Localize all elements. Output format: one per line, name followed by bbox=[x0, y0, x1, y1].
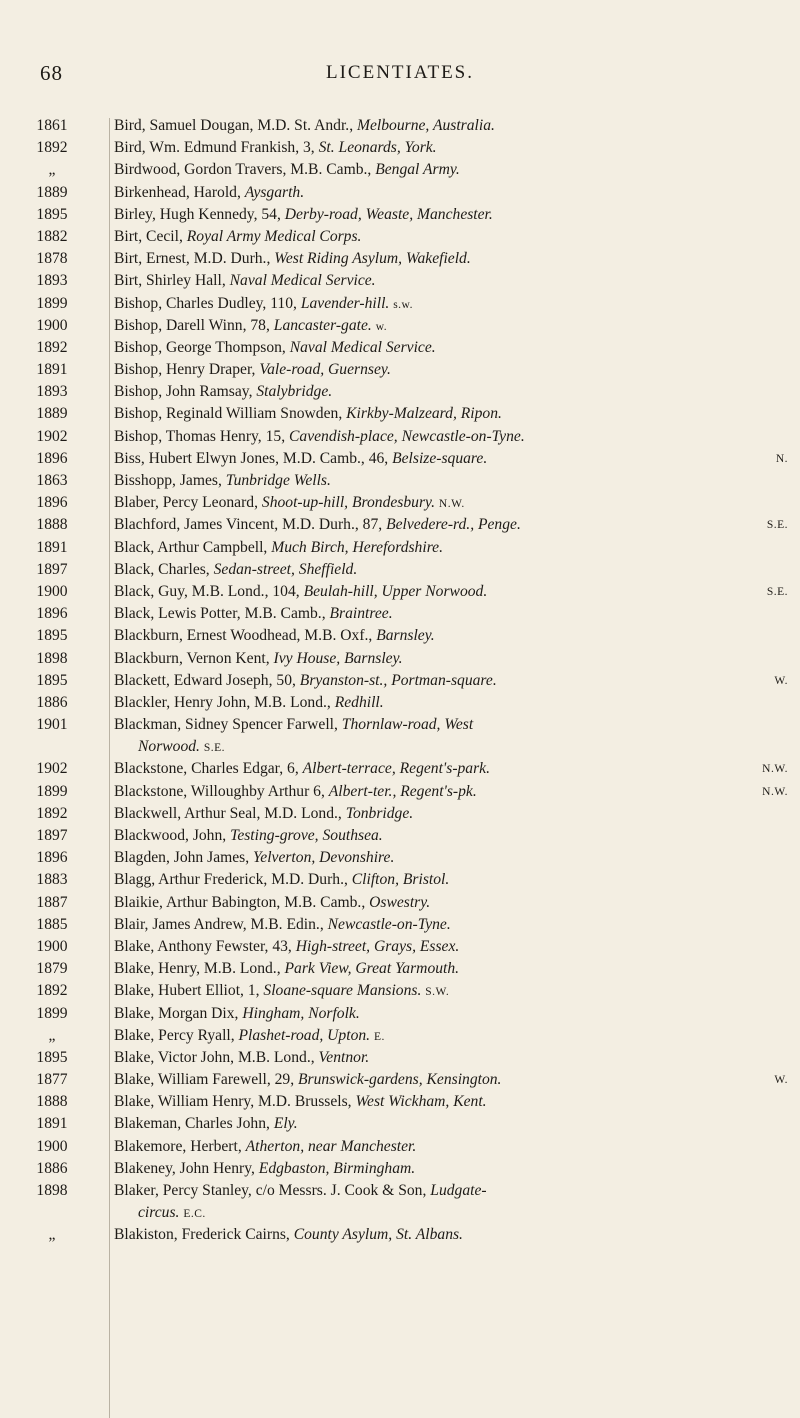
entry-name: Birdwood, Gordon Travers, M.B. Camb., bbox=[114, 161, 376, 179]
entry-name: Birkenhead, Harold, bbox=[114, 183, 245, 201]
entry-text bbox=[114, 315, 788, 338]
entry-address: Lavender-hill. bbox=[300, 294, 390, 312]
list-item bbox=[0, 204, 800, 226]
entry-address: Park View, Great Yarmouth. bbox=[284, 960, 460, 978]
entry-year: 1878 bbox=[36, 250, 68, 268]
entry-year: 1882 bbox=[36, 227, 68, 245]
entry-year: 1885 bbox=[36, 915, 68, 933]
entry-name: Blackett, Edward Joseph, 50, bbox=[114, 671, 300, 689]
entry-address: County Asylum, St. Albans. bbox=[293, 1226, 463, 1244]
entry-name: Blakeman, Charles John, bbox=[114, 1115, 274, 1133]
entry-continuation bbox=[114, 736, 788, 759]
entry-year: 1900 bbox=[36, 937, 68, 955]
list-item bbox=[0, 293, 800, 315]
entry-postal-district: N.W. bbox=[762, 785, 788, 798]
entry-address: Naval Medical Service. bbox=[289, 338, 436, 356]
list-item bbox=[0, 958, 800, 980]
list-item bbox=[0, 226, 800, 248]
list-item bbox=[0, 847, 800, 869]
entry-text bbox=[114, 159, 788, 181]
entry-text bbox=[114, 958, 788, 980]
entry-name: Blake, Henry, M.B. Lond., bbox=[114, 960, 285, 978]
entry-name: Blackburn, Vernon Kent, bbox=[114, 649, 274, 667]
list-item bbox=[0, 537, 800, 559]
list-item bbox=[0, 781, 800, 803]
entry-year: 1892 bbox=[36, 982, 68, 1000]
list-item bbox=[0, 603, 800, 625]
entry-address: Hingham, Norfolk. bbox=[242, 1004, 360, 1022]
running-head: LICENTIATES. bbox=[325, 62, 474, 83]
list-item bbox=[0, 315, 800, 337]
list-item bbox=[0, 470, 800, 492]
entry-address: Testing-grove, Southsea. bbox=[230, 827, 383, 845]
entry-year: 1898 bbox=[36, 649, 68, 667]
entry-name: Birt, Shirley Hall, bbox=[114, 272, 230, 290]
entry-postal-district: W. bbox=[774, 674, 788, 687]
entry-postal-district: s.w. bbox=[393, 298, 413, 311]
entry-postal-district: S.E. bbox=[203, 742, 226, 755]
entry-year: 1897 bbox=[36, 827, 68, 845]
entry-address: Lancaster-gate. bbox=[273, 316, 372, 334]
entry-text bbox=[114, 758, 788, 780]
entry-text bbox=[114, 182, 788, 204]
entry-year: „ bbox=[48, 161, 56, 179]
entry-year: 1902 bbox=[36, 427, 68, 445]
entry-continuation bbox=[114, 1202, 788, 1225]
entry-year: 1899 bbox=[36, 782, 68, 800]
licentiates-list bbox=[0, 115, 800, 1247]
entry-name: Birt, Cecil, bbox=[114, 227, 187, 245]
list-item bbox=[0, 337, 800, 359]
entry-text bbox=[114, 1003, 788, 1025]
entry-address-continued: Norwood. bbox=[138, 738, 200, 756]
entry-year: 1886 bbox=[36, 1159, 68, 1177]
entry-name: Bishop, Thomas Henry, 15, bbox=[114, 427, 289, 445]
list-item bbox=[0, 581, 800, 603]
list-item bbox=[0, 625, 800, 647]
entry-text bbox=[114, 581, 788, 603]
entry-postal-district: S.E. bbox=[766, 519, 788, 532]
entry-year: 1895 bbox=[36, 205, 68, 223]
list-item bbox=[0, 1158, 800, 1180]
list-item bbox=[0, 559, 800, 581]
entry-name: Bishop, Darell Winn, 78, bbox=[114, 316, 274, 334]
entry-address: Beulah-hill, Upper Norwood. bbox=[303, 582, 488, 600]
list-item bbox=[0, 1069, 800, 1091]
entry-text bbox=[114, 226, 788, 248]
entry-year: „ bbox=[48, 1026, 56, 1044]
list-item bbox=[0, 492, 800, 514]
entry-postal-district: S.W. bbox=[425, 986, 450, 999]
list-item bbox=[0, 1091, 800, 1113]
entry-text bbox=[114, 648, 788, 670]
entry-text bbox=[114, 492, 788, 515]
entry-text bbox=[114, 337, 788, 359]
entry-name: Bird, Wm. Edmund Frankish, 3, bbox=[114, 139, 319, 157]
entry-name: Blake, William Henry, M.D. Brussels, bbox=[114, 1093, 356, 1111]
entry-name: Blackman, Sidney Spencer Farwell, bbox=[114, 716, 342, 734]
entry-text bbox=[114, 359, 788, 381]
entry-text bbox=[114, 914, 788, 936]
list-item bbox=[0, 714, 800, 758]
entry-name: Bishop, George Thompson, bbox=[114, 338, 290, 356]
entry-name: Blaber, Percy Leonard, bbox=[114, 494, 262, 512]
entry-name: Blackwell, Arthur Seal, M.D. Lond., bbox=[114, 804, 346, 822]
list-item bbox=[0, 270, 800, 292]
entry-year: 1899 bbox=[36, 1004, 68, 1022]
entry-year: 1888 bbox=[36, 516, 68, 534]
list-item bbox=[0, 692, 800, 714]
entry-year: 1896 bbox=[36, 449, 68, 467]
entry-year: 1887 bbox=[36, 893, 68, 911]
entry-text bbox=[114, 1113, 788, 1135]
entry-address: Oswestry. bbox=[369, 893, 431, 911]
entry-address: West Riding Asylum, Wakefield. bbox=[274, 250, 471, 268]
entry-name: Blackwood, John, bbox=[114, 827, 231, 845]
entry-year: 1896 bbox=[36, 494, 68, 512]
entry-name: Bishop, John Ramsay, bbox=[114, 383, 257, 401]
entry-postal-district: N.W. bbox=[438, 498, 465, 511]
list-item bbox=[0, 825, 800, 847]
entry-year: 1899 bbox=[36, 294, 68, 312]
entry-text bbox=[114, 426, 788, 448]
entry-name: Blakeney, John Henry, bbox=[114, 1159, 259, 1177]
entry-address: West Wickham, Kent. bbox=[355, 1093, 487, 1111]
entry-text bbox=[114, 1136, 788, 1158]
entry-year: 1896 bbox=[36, 605, 68, 623]
entry-address: St. Leonards, York. bbox=[318, 139, 437, 157]
entry-name: Bishop, Reginald William Snowden, bbox=[114, 405, 347, 423]
entry-text bbox=[114, 293, 788, 316]
entry-name: Bishop, Charles Dudley, 110, bbox=[114, 294, 301, 312]
entry-text bbox=[114, 1069, 788, 1091]
entry-postal-district: E. bbox=[373, 1030, 385, 1043]
entry-address: Ludgate- bbox=[430, 1182, 487, 1200]
entry-address: Thornlaw-road, West bbox=[341, 716, 474, 734]
entry-text bbox=[114, 403, 788, 425]
entry-name: Black, Guy, M.B. Lond., 104, bbox=[114, 582, 304, 600]
entry-address: Redhill. bbox=[334, 693, 384, 711]
entry-address: Aysgarth. bbox=[244, 183, 305, 201]
entry-name: Blake, Percy Ryall, bbox=[114, 1026, 239, 1044]
entry-year: 1883 bbox=[36, 871, 68, 889]
list-item bbox=[0, 936, 800, 958]
entry-text bbox=[114, 803, 788, 825]
entry-address: Ivy House, Barnsley. bbox=[273, 649, 403, 667]
entry-text bbox=[114, 892, 788, 914]
entry-text bbox=[114, 1224, 788, 1246]
entry-text bbox=[114, 559, 788, 581]
list-item bbox=[0, 115, 800, 137]
entry-text bbox=[114, 137, 788, 159]
entry-year: 1893 bbox=[36, 272, 68, 290]
entry-address: Belvedere-rd., Penge. bbox=[386, 516, 521, 534]
entry-address: Bengal Army. bbox=[375, 161, 460, 179]
entry-text bbox=[114, 270, 788, 292]
entry-year: 1888 bbox=[36, 1093, 68, 1111]
entry-postal-district: W. bbox=[774, 1074, 788, 1087]
list-item bbox=[0, 1025, 800, 1047]
entry-address: Brunswick-gardens, Kensington. bbox=[298, 1071, 502, 1089]
entry-name: Blake, Anthony Fewster, 43, bbox=[114, 937, 296, 955]
entry-address: Stalybridge. bbox=[256, 383, 333, 401]
entry-text bbox=[114, 781, 788, 803]
list-item bbox=[0, 1047, 800, 1069]
entry-name: Blakemore, Herbert, bbox=[114, 1137, 246, 1155]
entry-name: Blake, Hubert Elliot, 1, bbox=[114, 982, 264, 1000]
list-item bbox=[0, 403, 800, 425]
entry-text bbox=[114, 625, 788, 647]
entry-year: 1886 bbox=[36, 693, 68, 711]
entry-year: 1861 bbox=[36, 117, 68, 134]
entry-address: Belsize-square. bbox=[392, 449, 488, 467]
entry-address: Barnsley. bbox=[376, 627, 435, 645]
entry-text bbox=[114, 869, 788, 891]
list-item bbox=[0, 914, 800, 936]
entry-text bbox=[114, 1091, 788, 1113]
entry-name: Bishop, Henry Draper, bbox=[114, 361, 260, 379]
entry-text bbox=[114, 248, 788, 270]
entry-address: Vale-road, Guernsey. bbox=[259, 361, 391, 379]
entry-year: 1895 bbox=[36, 1048, 68, 1066]
list-item bbox=[0, 1136, 800, 1158]
entry-text bbox=[114, 115, 788, 137]
entry-name: Blackstone, Willoughby Arthur 6, bbox=[114, 782, 329, 800]
entry-name: Black, Lewis Potter, M.B. Camb., bbox=[114, 605, 330, 623]
entry-year: 1863 bbox=[36, 472, 68, 489]
list-item bbox=[0, 1003, 800, 1025]
entry-name: Blackler, Henry John, M.B. Lond., bbox=[114, 693, 335, 711]
entry-year: 1891 bbox=[36, 1115, 68, 1133]
entry-name: Blake, William Farewell, 29, bbox=[114, 1071, 299, 1089]
entry-postal-district: w. bbox=[375, 320, 388, 333]
entry-address: Much Birch, Herefordshire. bbox=[271, 538, 444, 556]
entry-address: Royal Army Medical Corps. bbox=[186, 227, 362, 245]
entry-year: 1889 bbox=[36, 183, 68, 201]
entry-year: „ bbox=[48, 1226, 56, 1244]
list-item bbox=[0, 426, 800, 448]
entry-year: 1900 bbox=[36, 582, 68, 600]
entry-address: Bryanston-st., Portman-square. bbox=[299, 671, 497, 689]
entry-year: 1892 bbox=[36, 139, 68, 157]
entry-year: 1895 bbox=[36, 671, 68, 689]
entry-address-continued: circus. bbox=[138, 1204, 180, 1222]
list-item bbox=[0, 892, 800, 914]
entry-address: Albert-ter., Regent's-pk. bbox=[328, 782, 477, 800]
entry-year: 1889 bbox=[36, 405, 68, 423]
entry-text bbox=[114, 714, 788, 759]
entry-year: 1897 bbox=[36, 560, 68, 578]
entry-year: 1893 bbox=[36, 383, 68, 401]
entry-text bbox=[114, 936, 788, 958]
entry-text bbox=[114, 825, 788, 847]
entry-postal-district: N. bbox=[775, 452, 788, 465]
entry-text bbox=[114, 448, 788, 470]
entry-name: Bisshopp, James, bbox=[114, 472, 226, 489]
list-item bbox=[0, 869, 800, 891]
entry-address: Cavendish-place, Newcastle-on-Tyne. bbox=[289, 427, 525, 445]
entry-address: Newcastle-on-Tyne. bbox=[327, 915, 451, 933]
entry-year: 1898 bbox=[36, 1182, 68, 1200]
entry-text bbox=[114, 670, 788, 692]
list-item bbox=[0, 448, 800, 470]
list-item bbox=[0, 359, 800, 381]
list-item bbox=[0, 980, 800, 1002]
entry-name: Birt, Ernest, M.D. Durh., bbox=[114, 250, 275, 268]
entry-year: 1900 bbox=[36, 1137, 68, 1155]
entry-year: 1895 bbox=[36, 627, 68, 645]
entry-name: Blakiston, Frederick Cairns, bbox=[114, 1226, 294, 1244]
entry-name: Bird, Samuel Dougan, M.D. St. Andr., bbox=[114, 117, 358, 134]
entry-address: Ely. bbox=[273, 1115, 298, 1133]
entry-name: Blackburn, Ernest Woodhead, M.B. Oxf., bbox=[114, 627, 377, 645]
entry-address: Albert-terrace, Regent's-park. bbox=[302, 760, 490, 778]
list-item bbox=[0, 1113, 800, 1135]
entry-address: Ventnor. bbox=[318, 1048, 370, 1066]
list-item bbox=[0, 1224, 800, 1246]
list-item bbox=[0, 381, 800, 403]
entry-address: Sloane-square Mansions. bbox=[263, 982, 422, 1000]
entry-name: Blake, Victor John, M.B. Lond., bbox=[114, 1048, 319, 1066]
entry-address: Naval Medical Service. bbox=[229, 272, 376, 290]
entry-name: Biss, Hubert Elwyn Jones, M.D. Camb., 46, bbox=[114, 449, 393, 467]
list-item bbox=[0, 248, 800, 270]
entry-year: 1896 bbox=[36, 849, 68, 867]
entry-text bbox=[114, 603, 788, 625]
entry-name: Blackstone, Charles Edgar, 6, bbox=[114, 760, 303, 778]
entry-postal-district: E.C. bbox=[183, 1208, 206, 1221]
entry-name: Birley, Hugh Kennedy, 54, bbox=[114, 205, 285, 223]
entry-text bbox=[114, 1047, 788, 1069]
entry-name: Black, Arthur Campbell, bbox=[114, 538, 272, 556]
entry-year: 1892 bbox=[36, 338, 68, 356]
entry-year: 1891 bbox=[36, 361, 68, 379]
entry-address: Atherton, near Manchester. bbox=[245, 1137, 417, 1155]
entry-text bbox=[114, 1025, 788, 1048]
entry-address: Plashet-road, Upton. bbox=[238, 1026, 371, 1044]
entry-text bbox=[114, 204, 788, 226]
entry-year: 1877 bbox=[36, 1071, 68, 1089]
list-item bbox=[0, 670, 800, 692]
entry-text bbox=[114, 537, 788, 559]
list-item bbox=[0, 159, 800, 181]
entry-address: Edgbaston, Birmingham. bbox=[258, 1159, 416, 1177]
entry-address: Clifton, Bristol. bbox=[351, 871, 450, 889]
entry-text bbox=[114, 1180, 788, 1225]
entry-address: Braintree. bbox=[329, 605, 393, 623]
entry-text bbox=[114, 692, 788, 714]
entry-postal-district: S.E. bbox=[766, 585, 788, 598]
entry-text bbox=[114, 980, 788, 1003]
entry-text bbox=[114, 381, 788, 403]
entry-name: Blaker, Percy Stanley, c/o Messrs. J. Cook & Son, bbox=[114, 1182, 431, 1200]
entry-name: Blachford, James Vincent, M.D. Durh., 87, bbox=[114, 516, 387, 534]
page-number: 68 bbox=[40, 61, 63, 85]
entry-name: Blaikie, Arthur Babington, M.B. Camb., bbox=[114, 893, 370, 911]
entry-name: Blagden, John James, bbox=[114, 849, 254, 867]
list-item bbox=[0, 137, 800, 159]
list-item bbox=[0, 1180, 800, 1224]
entry-address: Kirkby-Malzeard, Ripon. bbox=[346, 405, 502, 423]
entry-year: 1892 bbox=[36, 804, 68, 822]
entry-year: 1900 bbox=[36, 316, 68, 334]
entry-year: 1902 bbox=[36, 760, 68, 778]
entry-year: 1891 bbox=[36, 538, 68, 556]
list-item bbox=[0, 514, 800, 536]
entry-name: Blagg, Arthur Frederick, M.D. Durh., bbox=[114, 871, 352, 889]
entry-address: Sedan-street, Sheffield. bbox=[213, 560, 358, 578]
list-item bbox=[0, 803, 800, 825]
entry-address: Derby-road, Weaste, Manchester. bbox=[284, 205, 493, 223]
entry-address: Tunbridge Wells. bbox=[225, 472, 331, 489]
entry-address: High-street, Grays, Essex. bbox=[295, 937, 460, 955]
entry-year: 1901 bbox=[36, 716, 68, 734]
entry-name: Black, Charles, bbox=[114, 560, 214, 578]
entry-address: Shoot-up-hill, Brondesbury. bbox=[261, 494, 435, 512]
entry-name: Blake, Morgan Dix, bbox=[114, 1004, 243, 1022]
entry-text bbox=[114, 514, 788, 536]
entry-text bbox=[114, 847, 788, 869]
entry-postal-district: N.W. bbox=[762, 763, 788, 776]
list-item bbox=[0, 182, 800, 204]
entry-text bbox=[114, 470, 788, 492]
entry-address: Yelverton, Devonshire. bbox=[253, 849, 395, 867]
list-item bbox=[0, 648, 800, 670]
entry-year: 1879 bbox=[36, 960, 68, 978]
list-item bbox=[0, 758, 800, 780]
entry-address: Melbourne, Australia. bbox=[357, 117, 495, 134]
entry-name: Blair, James Andrew, M.B. Edin., bbox=[114, 915, 328, 933]
entry-text bbox=[114, 1158, 788, 1180]
entry-address: Tonbridge. bbox=[345, 804, 414, 822]
